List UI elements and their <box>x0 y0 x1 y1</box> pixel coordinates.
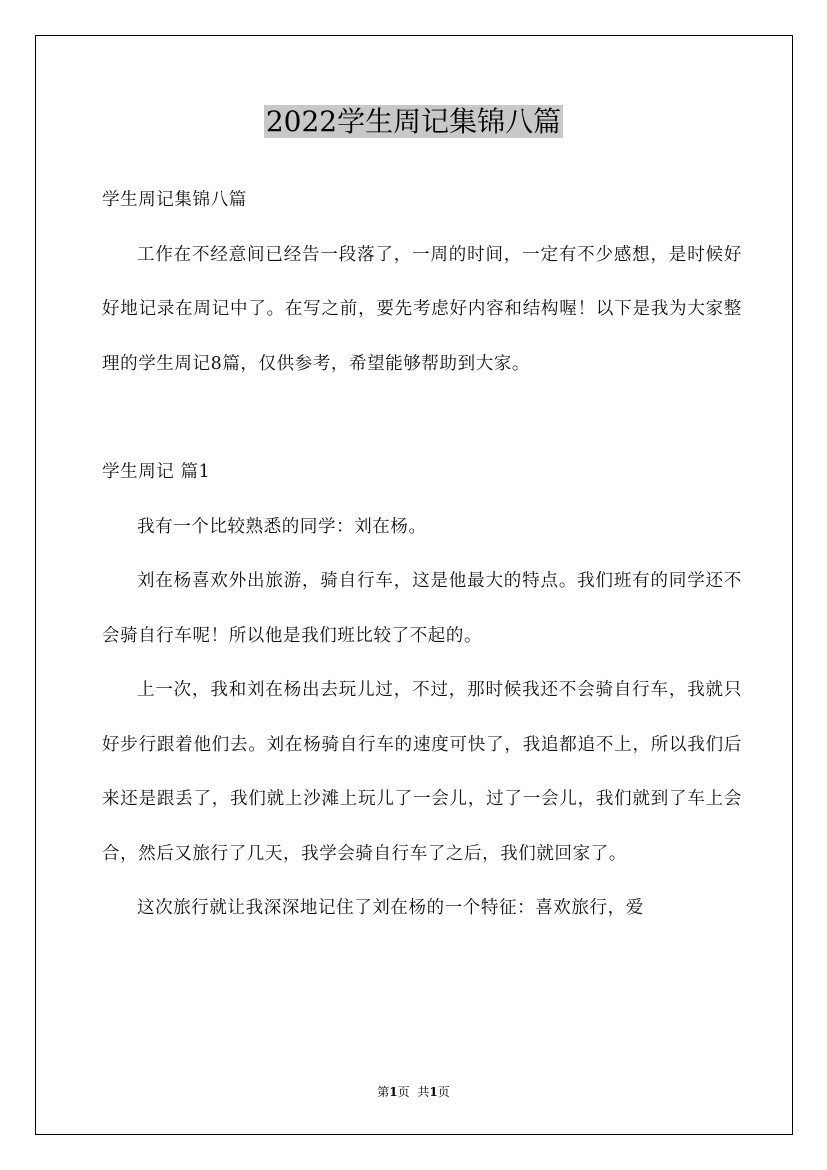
footer-page-total: 1 <box>429 1085 438 1099</box>
footer-total-prefix: 共 <box>417 1085 430 1099</box>
section-heading: 学生周记 篇1 <box>102 462 211 482</box>
footer-page-prefix: 第 <box>377 1085 390 1099</box>
document-subtitle: 学生周记集锦八篇 <box>102 190 247 210</box>
body-paragraph: 这次旅行就让我深深地记住了刘在杨的一个特征：喜欢旅行，爱 <box>137 898 644 918</box>
document-title <box>0 100 827 144</box>
footer-total-suffix: 页 <box>437 1085 450 1099</box>
footer-page-current: 1 <box>389 1085 398 1099</box>
body-paragraph: 我有一个比较熟悉的同学：刘在杨。 <box>137 516 427 537</box>
footer-page-suffix: 页 <box>397 1085 410 1099</box>
document-body <box>102 173 742 936</box>
body-paragraph: 刘在杨喜欢外出旅游，骑自行车，这是他最大的特点。我们班有的同学还不会骑自行车呢！所以他是我们班比较了不起的。 <box>102 571 742 646</box>
body-paragraph: 上一次，我和刘在杨出去玩儿过，不过，那时候我还不会骑自行车，我就只好步行跟着他们去。刘在杨骑自行车的速度可快了，我追都追不上，所以我们后来还是跟丢了，我们就上沙滩上玩儿了一会儿，过了一会儿，我们就到了车上会合，然后又旅行了几天，我学会骑自行车了之后，我们就回家了。 <box>102 680 742 864</box>
intro-paragraph: 工作在不经意间已经告一段落了，一周的时间，一定有不少感想，是时候好好地记录在周记中了。在写之前，要先考虑好内容和结构喔！以下是我为大家整理的学生周记8篇，仅供参考，希望能够帮助到大家。 <box>102 244 742 374</box>
section-gap <box>102 391 742 445</box>
page-footer <box>0 1083 827 1100</box>
document-title-text: 2022学生周记集锦八篇 <box>265 105 562 138</box>
